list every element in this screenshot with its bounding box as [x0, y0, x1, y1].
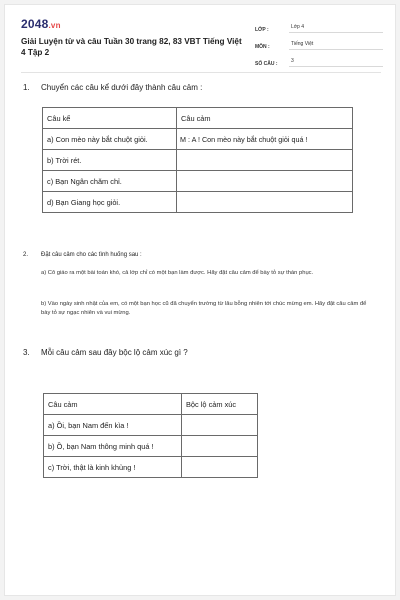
table-cell — [177, 192, 353, 213]
table-cell — [177, 171, 353, 192]
table-row — [44, 415, 258, 436]
meta-key: SỐ CÂU : — [255, 61, 278, 67]
table-cell: a) Ồi, bạn Nam đến kìa ! — [44, 415, 182, 436]
question-number: 2. — [23, 252, 29, 258]
meta-info — [255, 19, 383, 70]
table-row — [44, 436, 258, 457]
question-3 — [23, 348, 188, 357]
table-cell: c) Trời, thật là kinh khủng ! — [44, 457, 182, 478]
table-cell — [182, 436, 258, 457]
page-title: Giải Luyện từ và câu Tuần 30 trang 82, 83 VBT Tiếng Việt 4 Tập 2 — [21, 37, 242, 57]
table-cell: d) Bạn Giang học giỏi. — [43, 192, 177, 213]
table-header-row — [43, 108, 353, 129]
header-divider — [21, 72, 381, 73]
table-header-cell: Câu kể — [43, 108, 177, 129]
meta-row-subject — [255, 36, 383, 50]
question-2a: a) Cô giáo ra một bài toán khó, cả lớp chỉ có một bạn làm được. Hãy đặt câu cảm để bày tỏ sự thán phục. — [41, 270, 314, 276]
meta-value: 3 — [289, 58, 383, 67]
question-number: 3. — [23, 348, 30, 357]
table-cell: a) Con mèo này bắt chuột giỏi. — [43, 129, 177, 150]
table-row — [44, 457, 258, 478]
table-cell: c) Bạn Ngân chăm chỉ. — [43, 171, 177, 192]
logo-suffix: .vn — [48, 21, 61, 30]
question-number: 1. — [23, 83, 30, 92]
question-2 — [23, 252, 142, 258]
question-1-table — [42, 107, 353, 213]
meta-key: LỚP : — [255, 27, 269, 33]
meta-value: Lớp 4 — [289, 24, 383, 33]
question-2b: b) Vào ngày sinh nhật của em, có một bạn học cũ đã chuyển trường từ lâu bỗng nhiên tới chúc mừng em. Hãy đặt câu cảm để bày tỏ sự ngạc nhiên và vui mừng. — [41, 301, 367, 316]
table-row — [43, 171, 353, 192]
table-row — [43, 192, 353, 213]
worksheet-page — [4, 4, 396, 596]
question-3-table — [43, 393, 258, 478]
logo-text: 2048 — [21, 17, 49, 31]
table-row — [43, 150, 353, 171]
table-cell — [177, 150, 353, 171]
question-text: Mỗi câu cảm sau đây bộc lộ cảm xúc gì ? — [41, 348, 188, 357]
table-cell — [182, 457, 258, 478]
table-cell: M : A ! Con mèo này bắt chuột giỏi quá ! — [177, 129, 353, 150]
table-row — [43, 129, 353, 150]
site-logo[interactable] — [21, 17, 61, 31]
table-header-row — [44, 394, 258, 415]
table-cell — [182, 415, 258, 436]
table-cell: b) Ồ, bạn Nam thông minh quá ! — [44, 436, 182, 457]
meta-key: MÔN : — [255, 44, 270, 50]
question-1 — [23, 83, 202, 92]
question-text: Đặt câu cảm cho các tình huống sau : — [41, 252, 142, 258]
meta-value: Tiếng Việt — [289, 41, 383, 50]
question-text: Chuyển các câu kể dưới đây thành câu cảm : — [41, 83, 203, 92]
table-header-cell: Bộc lộ cảm xúc — [182, 394, 258, 415]
meta-row-class — [255, 19, 383, 33]
meta-row-count — [255, 53, 383, 67]
table-header-cell: Câu cảm — [177, 108, 353, 129]
table-header-cell: Câu cảm — [44, 394, 182, 415]
table-cell: b) Trời rét. — [43, 150, 177, 171]
